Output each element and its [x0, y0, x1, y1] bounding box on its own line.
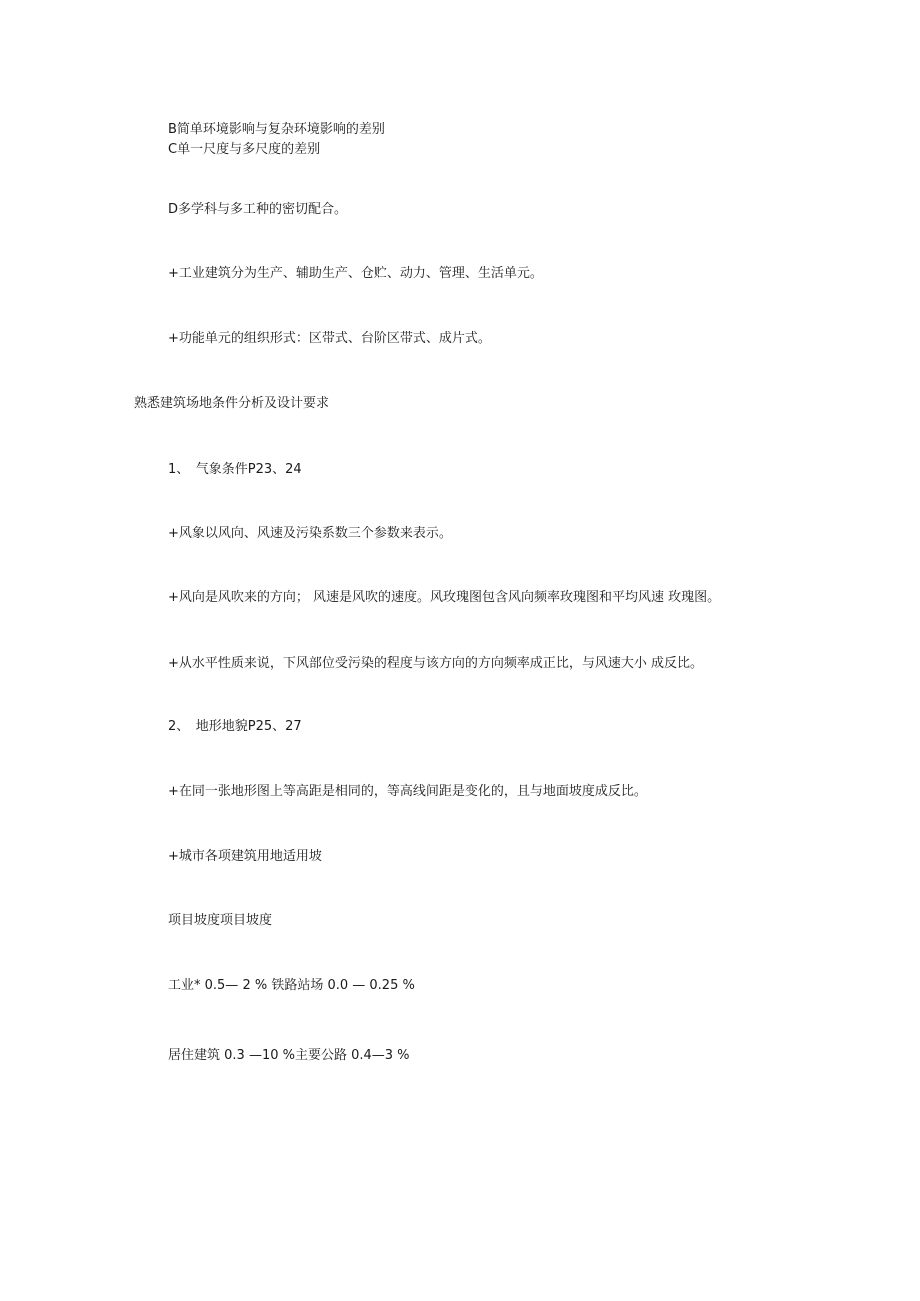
text-line-option-c: C单一尺度与多尺度的差别 — [168, 142, 321, 157]
text-line-item-2-terrain: 2、 地形地貌P25、27 — [168, 719, 302, 734]
text-line-contour-interval: +在同一张地形图上等高距是相同的，等高线间距是变化的，且与地面坡度成反比。 — [168, 784, 647, 799]
text-line-unit-organization: +功能单元的组织形式：区带式、台阶区带式、成片式。 — [168, 331, 491, 346]
text-line-option-b: B简单环境影响与复杂环境影响的差别 — [168, 122, 385, 137]
text-line-land-slope: +城市各项建筑用地适用坡 — [168, 849, 322, 864]
text-line-option-d: D多学科与多工种的密切配合。 — [168, 202, 348, 217]
table-row-industrial-railway: 工业* 0.5— 2 % 铁路站场 0.0 — 0.25 % — [168, 978, 415, 993]
table-row-residential-highway: 居住建筑 0.3 —10 %主要公路 0.4—3 % — [168, 1048, 410, 1063]
text-line-industrial-units: +工业建筑分为生产、辅助生产、仓贮、动力、管理、生活单元。 — [168, 266, 543, 281]
table-header-slope: 项目坡度项目坡度 — [168, 913, 273, 928]
text-line-wind-direction: +风向是风吹来的方向； 风速是风吹的速度。风玫瑰图包含风向频率玫瑰图和平均风速 玫瑰图。 — [168, 590, 721, 605]
text-line-wind-parameters: +风象以风向、风速及污染系数三个参数来表示。 — [168, 526, 452, 541]
section-heading-site-analysis: 熟悉建筑场地条件分析及设计要求 — [134, 396, 330, 411]
text-line-pollution-degree: +从水平性质来说，下风部位受污染的程度与该方向的方向频率成正比，与风速大小 成反比。 — [168, 656, 704, 671]
text-line-item-1-climate: 1、 气象条件P23、24 — [168, 462, 302, 477]
